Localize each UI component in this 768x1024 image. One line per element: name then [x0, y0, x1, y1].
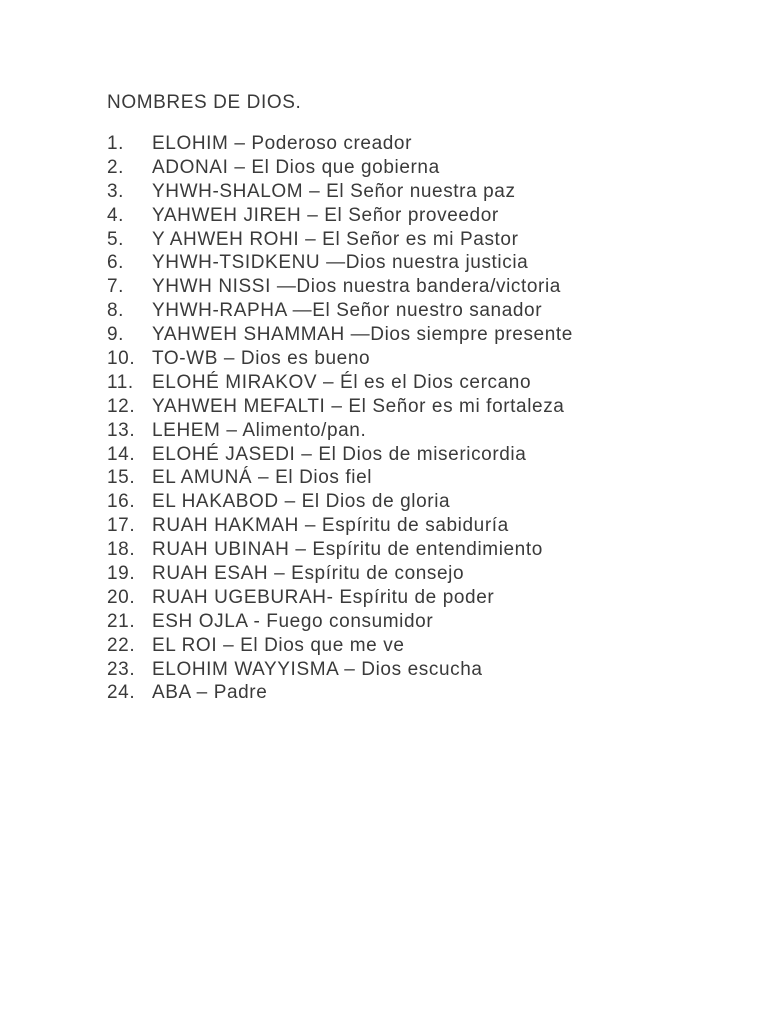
item-text: RUAH HAKMAH – Espíritu de sabiduría: [152, 515, 509, 537]
item-number: 8.: [107, 300, 125, 322]
item-number: 11.: [107, 371, 134, 393]
item-text: ABA – Padre: [152, 682, 268, 704]
list-item: [107, 204, 573, 228]
list-item: [107, 419, 573, 443]
item-text: YHWH NISSI —Dios nuestra bandera/victoria: [152, 276, 561, 298]
item-text: YHWH-TSIDKENU —Dios nuestra justicia: [152, 252, 529, 274]
list-item: [107, 275, 573, 299]
list-item: [107, 251, 573, 275]
item-number: 12.: [107, 395, 136, 417]
list-item: [107, 562, 573, 586]
list-item: [107, 299, 573, 323]
list-item: [107, 347, 573, 371]
list-item: [107, 586, 573, 610]
item-text: YAHWEH SHAMMAH —Dios siempre presente: [152, 324, 573, 346]
list-item: [107, 634, 573, 658]
names-list: [107, 132, 573, 705]
document-title: NOMBRES DE DIOS.: [107, 92, 302, 113]
list-item: [107, 658, 573, 682]
item-number: 1.: [107, 133, 125, 154]
item-text: YAHWEH JIREH – El Señor proveedor: [152, 204, 499, 226]
item-number: 24.: [107, 682, 136, 704]
item-number: 18.: [107, 539, 136, 561]
item-number: 21.: [107, 610, 136, 632]
list-item: [107, 371, 573, 395]
item-number: 19.: [107, 563, 136, 585]
list-item: [107, 443, 573, 467]
list-item: [107, 514, 573, 538]
item-number: 5.: [107, 228, 125, 250]
item-text: RUAH ESAH – Espíritu de consejo: [152, 563, 465, 585]
item-number: 13.: [107, 419, 136, 441]
list-item: [107, 132, 573, 156]
item-text: YAHWEH MEFALTI – El Señor es mi fortaleza: [152, 395, 565, 417]
item-number: 10.: [107, 348, 136, 370]
item-text: ELOHÉ MIRAKOV – Él es el Dios cercano: [152, 371, 532, 393]
item-number: 20.: [107, 586, 136, 608]
item-text: Y AHWEH ROHI – El Señor es mi Pastor: [152, 228, 519, 250]
list-item: [107, 323, 573, 347]
item-text: EL AMUNÁ – El Dios fiel: [152, 467, 373, 489]
item-text: RUAH UBINAH – Espíritu de entendimiento: [152, 539, 543, 561]
item-number: 2.: [107, 156, 125, 178]
item-text: YHWH-SHALOM – El Señor nuestra paz: [152, 180, 516, 202]
item-text: EL ROI – El Dios que me ve: [152, 634, 405, 656]
item-text: ADONAI – El Dios que gobierna: [152, 156, 440, 178]
item-number: 3.: [107, 180, 125, 202]
list-item: [107, 610, 573, 634]
list-item: [107, 395, 573, 419]
list-item: [107, 156, 573, 180]
item-number: 4.: [107, 204, 125, 226]
item-number: 22.: [107, 634, 136, 656]
item-number: 15.: [107, 467, 136, 489]
item-text: ELOHÉ JASEDI – El Dios de misericordia: [152, 443, 527, 465]
item-number: 23.: [107, 658, 136, 680]
item-number: 9.: [107, 324, 125, 346]
list-item: [107, 490, 573, 514]
item-text: EL HAKABOD – El Dios de gloria: [152, 491, 451, 513]
item-number: 16.: [107, 491, 136, 513]
item-number: 17.: [107, 515, 136, 537]
item-text: ELOHIM WAYYISMA – Dios escucha: [152, 658, 483, 680]
item-number: 6.: [107, 252, 125, 274]
item-text: TO-WB – Dios es bueno: [152, 348, 371, 370]
list-item: [107, 466, 573, 490]
list-item: [107, 681, 573, 705]
list-item: [107, 228, 573, 252]
list-item: [107, 180, 573, 204]
item-number: 14.: [107, 443, 136, 465]
item-text: YHWH-RAPHA —El Señor nuestro sanador: [152, 300, 543, 322]
item-number: 7.: [107, 276, 125, 298]
item-text: ELOHIM – Poderoso creador: [152, 133, 413, 154]
item-text: ESH OJLA - Fuego consumidor: [152, 610, 434, 632]
item-text: LEHEM – Alimento/pan.: [152, 419, 367, 441]
item-text: RUAH UGEBURAH- Espíritu de poder: [152, 586, 495, 608]
list-item: [107, 538, 573, 562]
